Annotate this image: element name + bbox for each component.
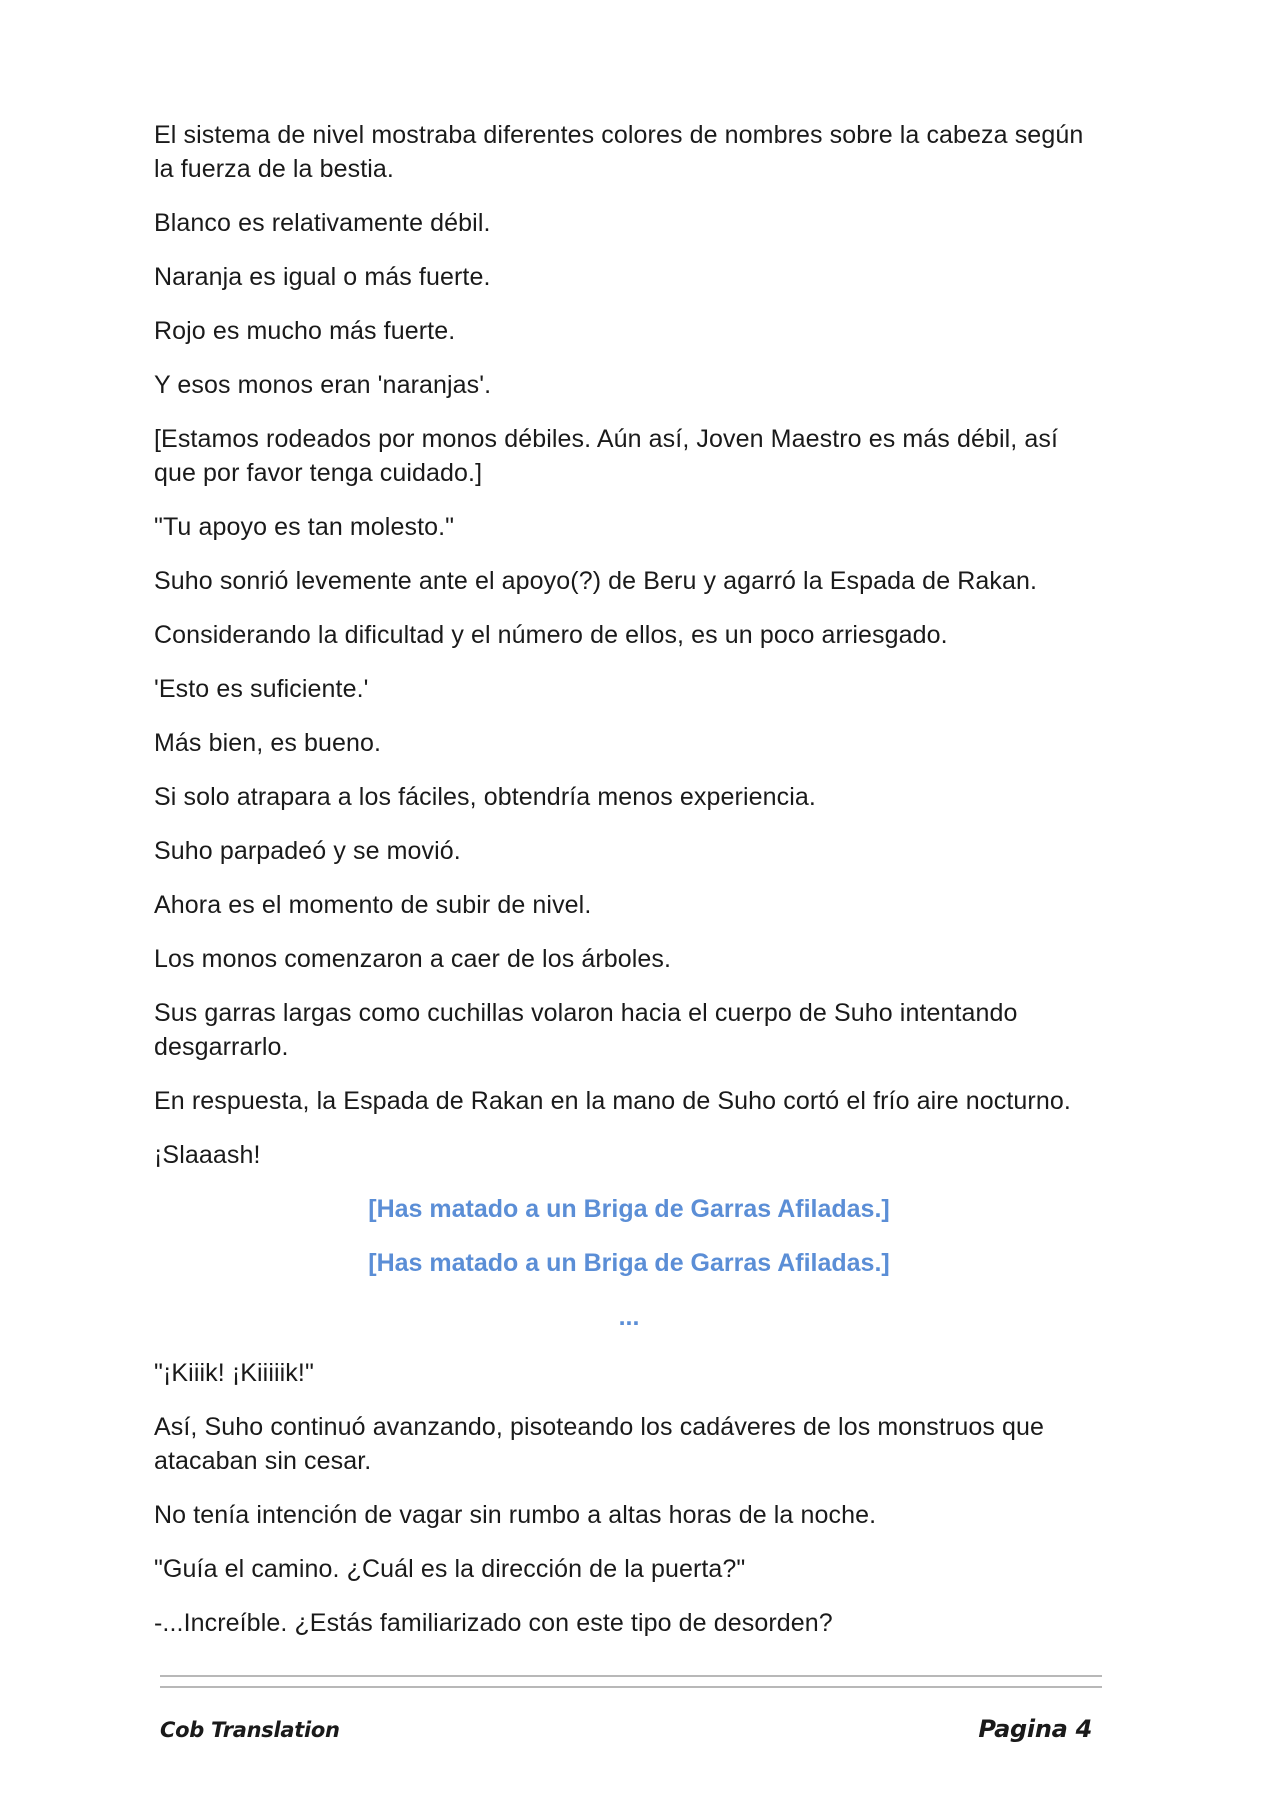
paragraph: No tenía intención de vagar sin rumbo a altas horas de la noche. [154, 1501, 877, 1529]
paragraph: "Guía el camino. ¿Cuál es la dirección de la puerta?" [154, 1555, 746, 1583]
footer-divider-bottom [160, 1686, 1102, 1688]
paragraph: El sistema de nivel mostraba diferentes colores de nombres sobre la cabeza según la fuerza de la bestia. [154, 121, 1084, 183]
paragraph: Naranja es igual o más fuerte. [154, 263, 491, 291]
system-ellipsis: ... [618, 1303, 640, 1331]
system-message: [Has matado a un Briga de Garras Afiladas.] [368, 1195, 890, 1223]
system-message: [Has matado a un Briga de Garras Afiladas.] [368, 1249, 890, 1277]
paragraph: ¡Slaaash! [154, 1141, 261, 1169]
paragraph: Suho sonrió levemente ante el apoyo(?) de Beru y agarró la Espada de Rakan. [154, 567, 1038, 595]
paragraph: -...Increíble. ¿Estás familiarizado con este tipo de desorden? [154, 1609, 833, 1637]
paragraph: Blanco es relativamente débil. [154, 209, 491, 237]
paragraph: 'Esto es suficiente.' [154, 675, 369, 703]
paragraph: Rojo es mucho más fuerte. [154, 317, 456, 345]
footer-credit: Cob Translation [160, 1718, 340, 1742]
paragraph: Sus garras largas como cuchillas volaron hacia el cuerpo de Suho intentando desgarrarlo. [154, 999, 1018, 1061]
paragraph: En respuesta, la Espada de Rakan en la mano de Suho cortó el frío aire nocturno. [154, 1087, 1071, 1115]
paragraph: Y esos monos eran 'naranjas'. [154, 371, 492, 399]
paragraph: Así, Suho continuó avanzando, pisoteando los cadáveres de los monstruos que atacaban sin cesar. [154, 1413, 1045, 1475]
paragraph: Ahora es el momento de subir de nivel. [154, 891, 592, 919]
document-body [154, 118, 1104, 1660]
page-number: Pagina 4 [978, 1715, 1092, 1743]
paragraph: Más bien, es bueno. [154, 729, 382, 757]
footer-divider-top [160, 1675, 1102, 1677]
paragraph: Considerando la dificultad y el número de ellos, es un poco arriesgado. [154, 621, 948, 649]
paragraph: Suho parpadeó y se movió. [154, 837, 461, 865]
paragraph: Si solo atrapara a los fáciles, obtendría menos experiencia. [154, 783, 816, 811]
paragraph: "Tu apoyo es tan molesto." [154, 513, 455, 541]
paragraph: "¡Kiiik! ¡Kiiiiik!" [154, 1359, 314, 1387]
paragraph: [Estamos rodeados por monos débiles. Aún así, Joven Maestro es más débil, así que por favor tenga cuidado.] [154, 425, 1059, 487]
paragraph: Los monos comenzaron a caer de los árboles. [154, 945, 672, 973]
